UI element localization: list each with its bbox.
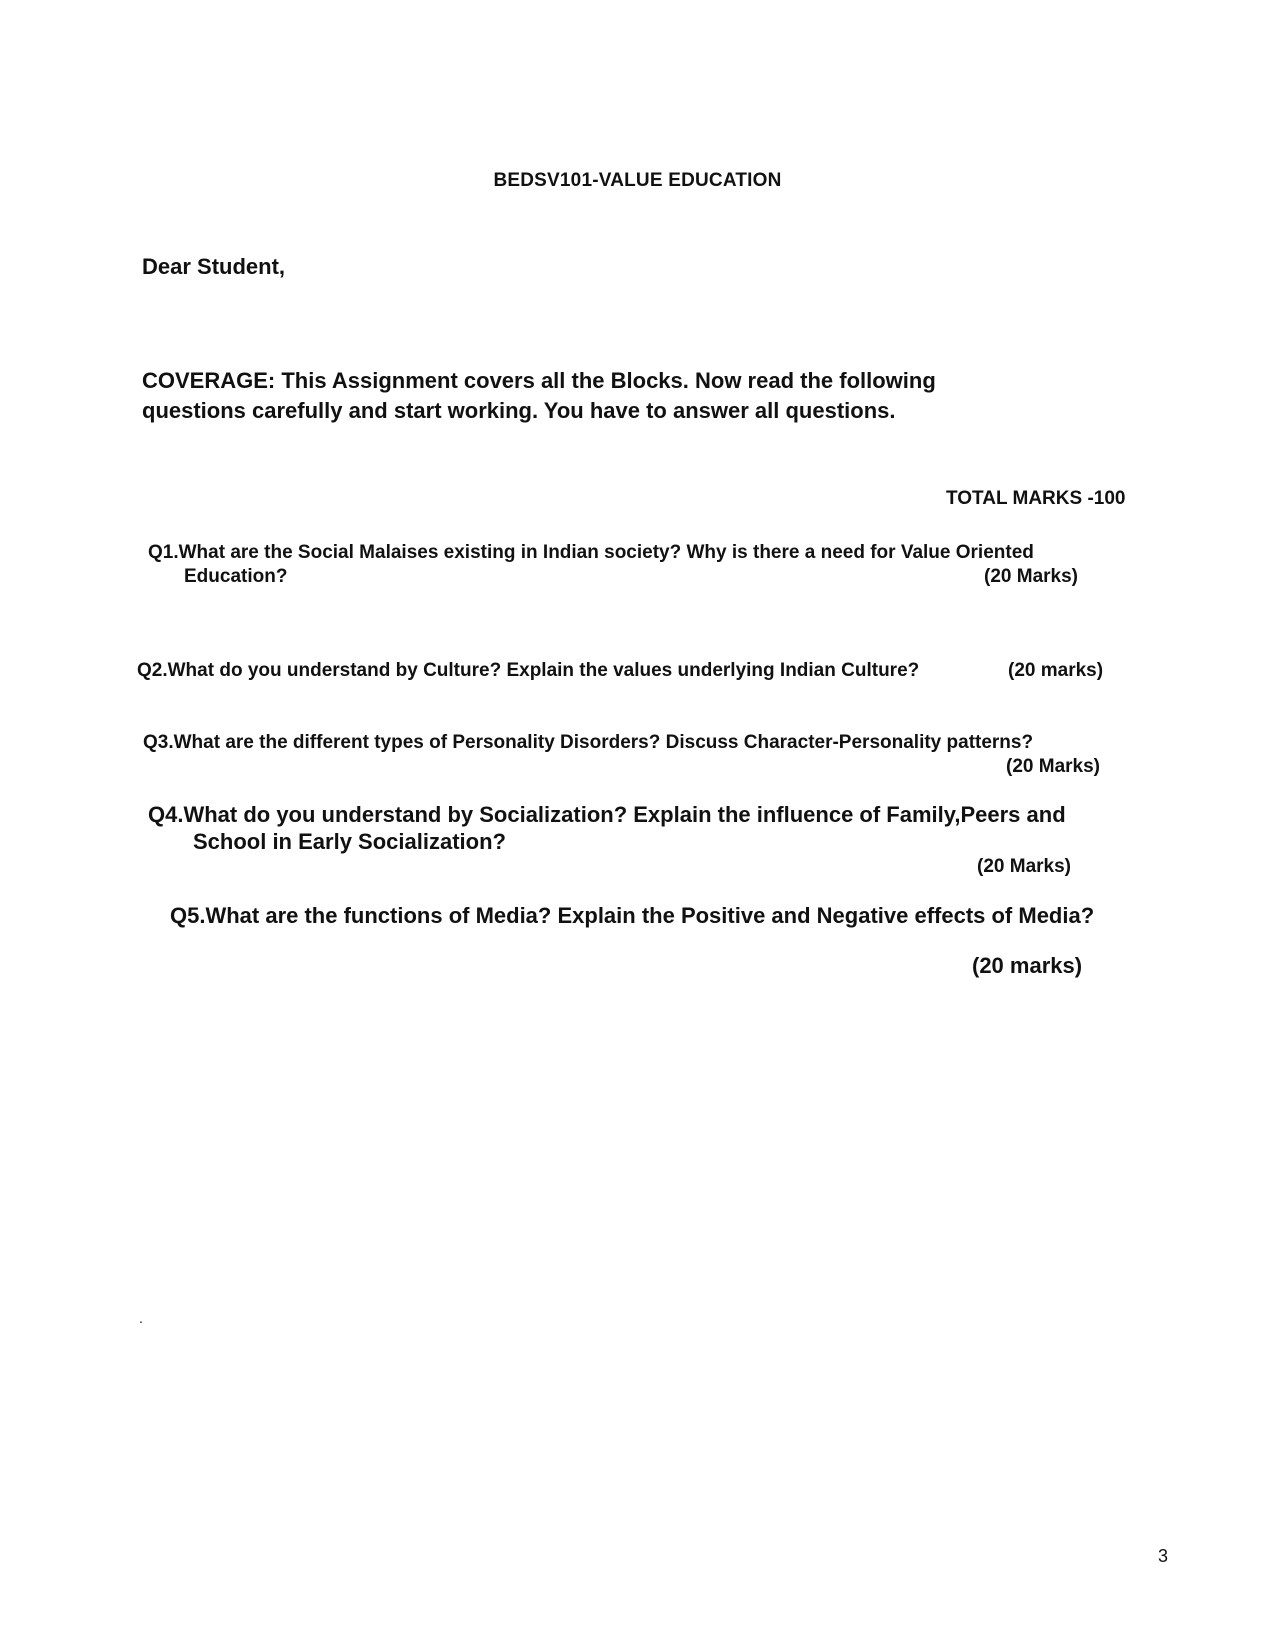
salutation: Dear Student, — [142, 254, 286, 279]
question-5-line-1: Q5.What are the functions of Media? Explain the Positive and Negative effects of Media? — [170, 903, 1095, 928]
question-1-line-2: Education? — [184, 566, 288, 587]
total-marks: TOTAL MARKS -100 — [946, 488, 1126, 509]
coverage-line-1: COVERAGE: This Assignment covers all the Blocks. Now read the following — [142, 368, 936, 393]
question-1-marks: (20 Marks) — [984, 566, 1078, 587]
question-5-marks: (20 marks) — [972, 953, 1083, 978]
question-4-marks: (20 Marks) — [977, 856, 1071, 877]
document-title: BEDSV101-VALUE EDUCATION — [493, 170, 782, 191]
question-3-marks: (20 Marks) — [1006, 756, 1100, 777]
question-1-line-1: Q1.What are the Social Malaises existing in Indian society? Why is there a need for Value Oriented — [148, 542, 1034, 563]
question-2-line-1: Q2.What do you understand by Culture? Explain the values underlying Indian Culture? — [137, 660, 920, 681]
coverage-line-2: questions carefully and start working. You have to answer all questions. — [142, 398, 896, 423]
question-4-line-2: School in Early Socialization? — [193, 829, 506, 854]
stray-mark: . — [139, 1310, 143, 1326]
coverage-instructions — [142, 366, 936, 426]
question-4-line-1: Q4.What do you understand by Socialization? Explain the influence of Family,Peers and — [148, 802, 1066, 827]
question-2-marks: (20 marks) — [1008, 660, 1104, 681]
page-number: 3 — [1158, 1546, 1169, 1566]
question-3-line-1: Q3.What are the different types of Personality Disorders? Discuss Character-Personality patterns? — [143, 732, 1034, 753]
